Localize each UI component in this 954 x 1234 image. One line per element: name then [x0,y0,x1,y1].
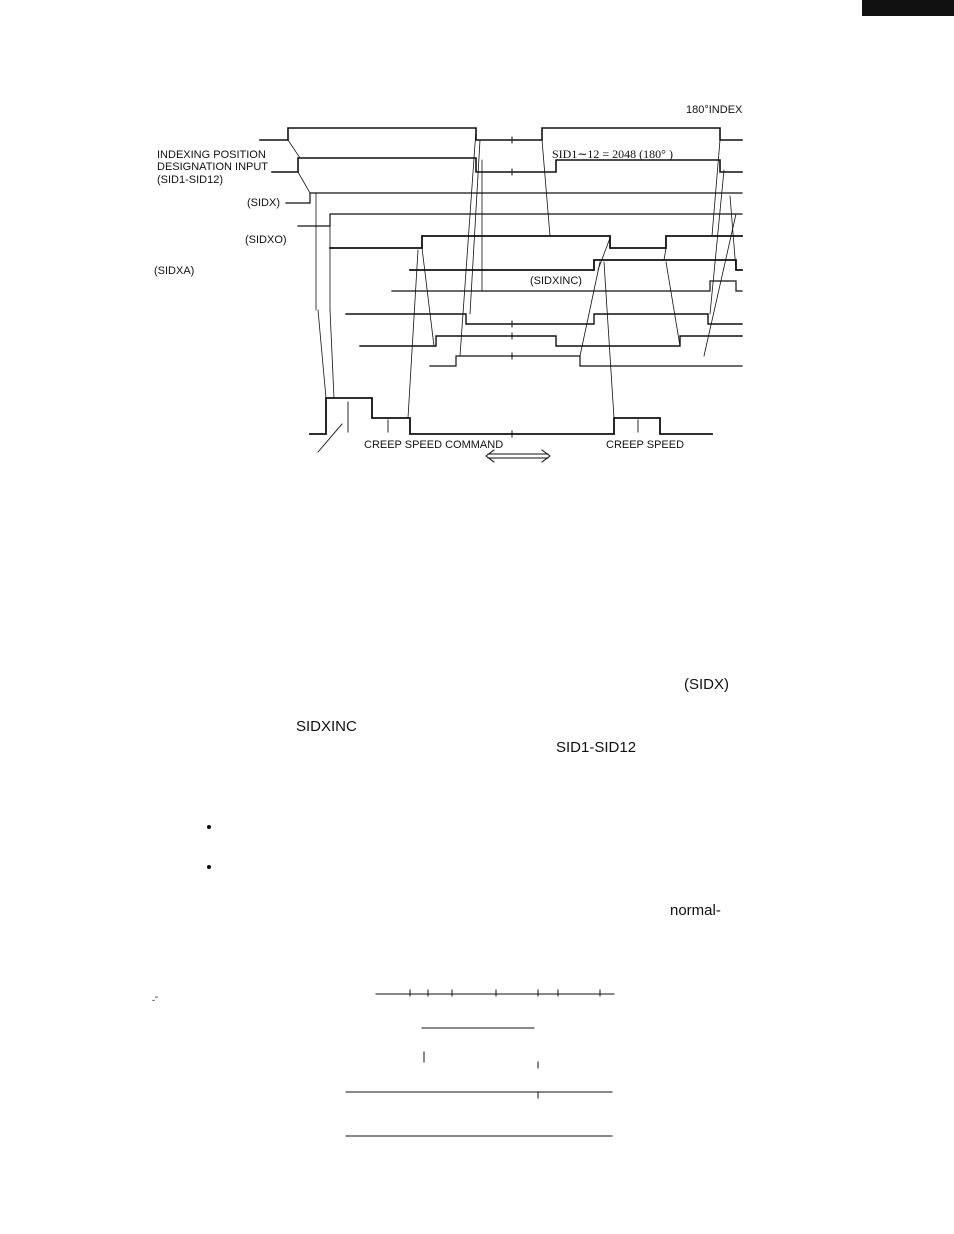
bullet-1 [207,825,211,829]
indexing-range-label: (SID1-SID12) [157,174,224,186]
waveform-sidx [286,193,742,203]
waveform-row8 [346,314,742,324]
waveform-feedback [330,236,742,248]
creep-speed-label: CREEP SPEED [606,439,685,451]
indexing-label-line2: DESIGNATION INPUT [157,161,269,173]
sidxa-label: (SIDXA) [154,265,195,277]
sidx-label: (SIDX) [247,197,280,209]
waveform-sidxo [298,214,742,226]
waveform-speed [310,398,712,434]
bullet-2 [207,865,211,869]
waveform-indexing-1 [260,128,742,140]
body-sid-range: SID1-SID12 [556,739,637,756]
waveform-row10 [430,356,742,366]
lower-timing-fragment [346,990,614,1136]
body-sidx: (SIDX) [684,676,729,693]
double-arrow [486,450,550,462]
value-note: SID1∼12 = 2048 (180° ) [552,147,673,161]
waveform-row9 [360,336,742,346]
sidxinc-label: (SIDXINC) [530,275,582,287]
creep-speed-command-label: CREEP SPEED COMMAND [364,439,504,451]
index-angle-label: 180°INDEX [686,104,743,116]
body-sidxinc: SIDXINC [296,718,357,735]
stray-mark: -˜ [152,995,158,1005]
body-normal: normal- [670,902,721,919]
indexing-label-line1: INDEXING POSITION [157,149,266,161]
waveform-sidxa [410,260,742,270]
sidxo-label: (SIDXO) [245,234,287,246]
